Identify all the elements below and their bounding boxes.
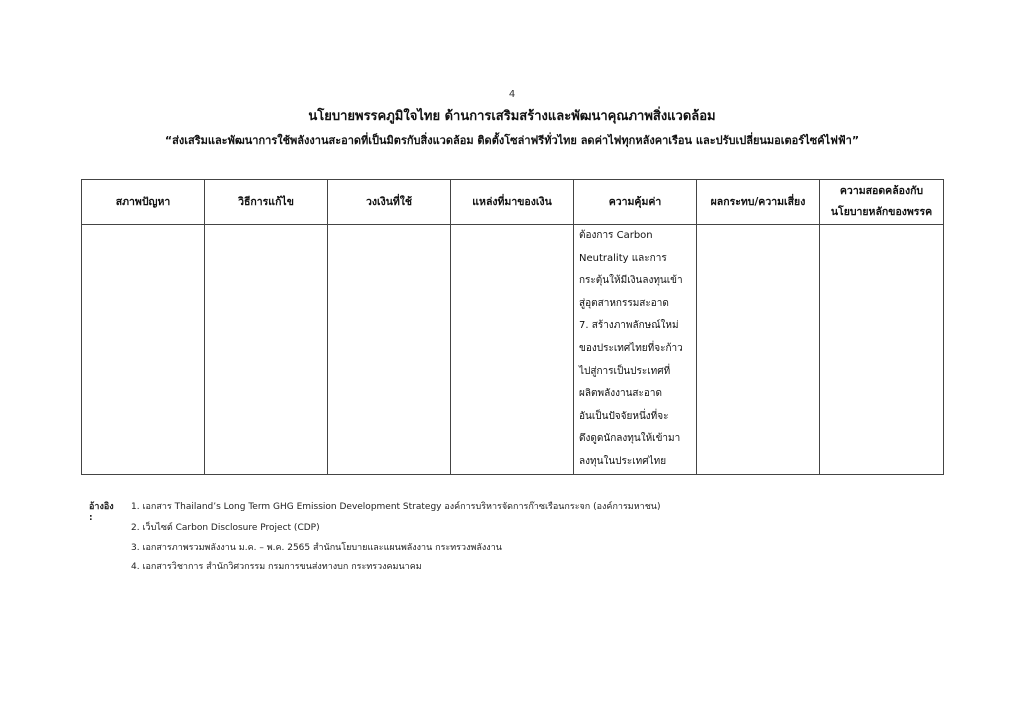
header-funding-source: แหล่งที่มาของเงิน <box>451 180 574 225</box>
value-line: ผลิตพลังงานสะอาด <box>579 388 663 400</box>
policy-table <box>81 179 944 475</box>
page-title: นโยบายพรรคภูมิใจไทย ด้านการเสริมสร้างและพัฒนาคุณภาพสิ่งแวดล้อม <box>308 109 716 124</box>
cell-problem <box>82 225 205 475</box>
reference-item: 2. เว็บไซต์ Carbon Disclosure Project (CDP) <box>131 523 320 533</box>
reference-item: 4. เอกสารวิชาการ สำนักวิศวกรรม กรมการขนส่งทางบก กระทรวงคมนาคม <box>131 562 422 572</box>
header-problem: สภาพปัญหา <box>82 180 205 225</box>
table-row <box>82 225 944 475</box>
header-solution: วิธีการแก้ไข <box>205 180 328 225</box>
header-budget: วงเงินที่ใช้ <box>328 180 451 225</box>
header-value: ความคุ้มค่า <box>574 180 697 225</box>
header-impact-risk: ผลกระทบ/ความเสี่ยง <box>697 180 820 225</box>
header-policy-alignment: ความสอดคล้องกับ นโยบายหลักของพรรค <box>820 180 944 225</box>
value-line: กระตุ้นให้มีเงินลงทุนเข้า <box>579 275 683 287</box>
cell-value <box>574 225 697 475</box>
value-line: ไปสู่การเป็นประเทศที่ <box>579 365 671 377</box>
cell-solution <box>205 225 328 475</box>
cell-funding-source <box>451 225 574 475</box>
cell-impact-risk <box>697 225 820 475</box>
references-label: อ้างอิง : <box>89 502 114 523</box>
value-line: ของประเทศไทยที่จะก้าว <box>579 342 683 354</box>
table-header-row <box>82 180 944 225</box>
reference-item: 3. เอกสารภาพรวมพลังงาน ม.ค. – พ.ค. 2565 สำนักนโยบายและแผนพลังงาน กระทรวงพลังงาน <box>131 543 502 553</box>
page-number: 4 <box>508 89 516 100</box>
value-line: ดึงดูดนักลงทุนให้เข้ามา <box>579 433 681 445</box>
value-line: ต้องการ Carbon <box>579 230 653 241</box>
value-line: อันเป็นปัจจัยหนึ่งที่จะ <box>579 410 669 422</box>
cell-budget <box>328 225 451 475</box>
value-line: 7. สร้างภาพลักษณ์ใหม่ <box>579 320 679 332</box>
page-subtitle: “ส่งเสริมและพัฒนาการใช้พลังงานสะอาดที่เป็นมิตรกับสิ่งแวดล้อม ติดตั้งโซล่าฟรีทั่วไทย ลดค่าไฟทุกหลังคาเรือน และปรับเปลี่ยนมอเตอร์ไซค์ไฟฟ้า” <box>164 134 860 147</box>
value-line: Neutrality และการ <box>579 252 667 264</box>
cell-policy-alignment <box>820 225 944 475</box>
reference-item: 1. เอกสาร Thailand’s Long Term GHG Emission Development Strategy องค์การบริหารจัดการก๊าซเรือนกระจก (องค์การมหาชน) <box>131 502 661 512</box>
value-line: สู่อุตสาหกรรมสะอาด <box>579 297 669 309</box>
value-line: ลงทุนในประเทศไทย <box>579 455 667 467</box>
value-text <box>574 225 696 474</box>
